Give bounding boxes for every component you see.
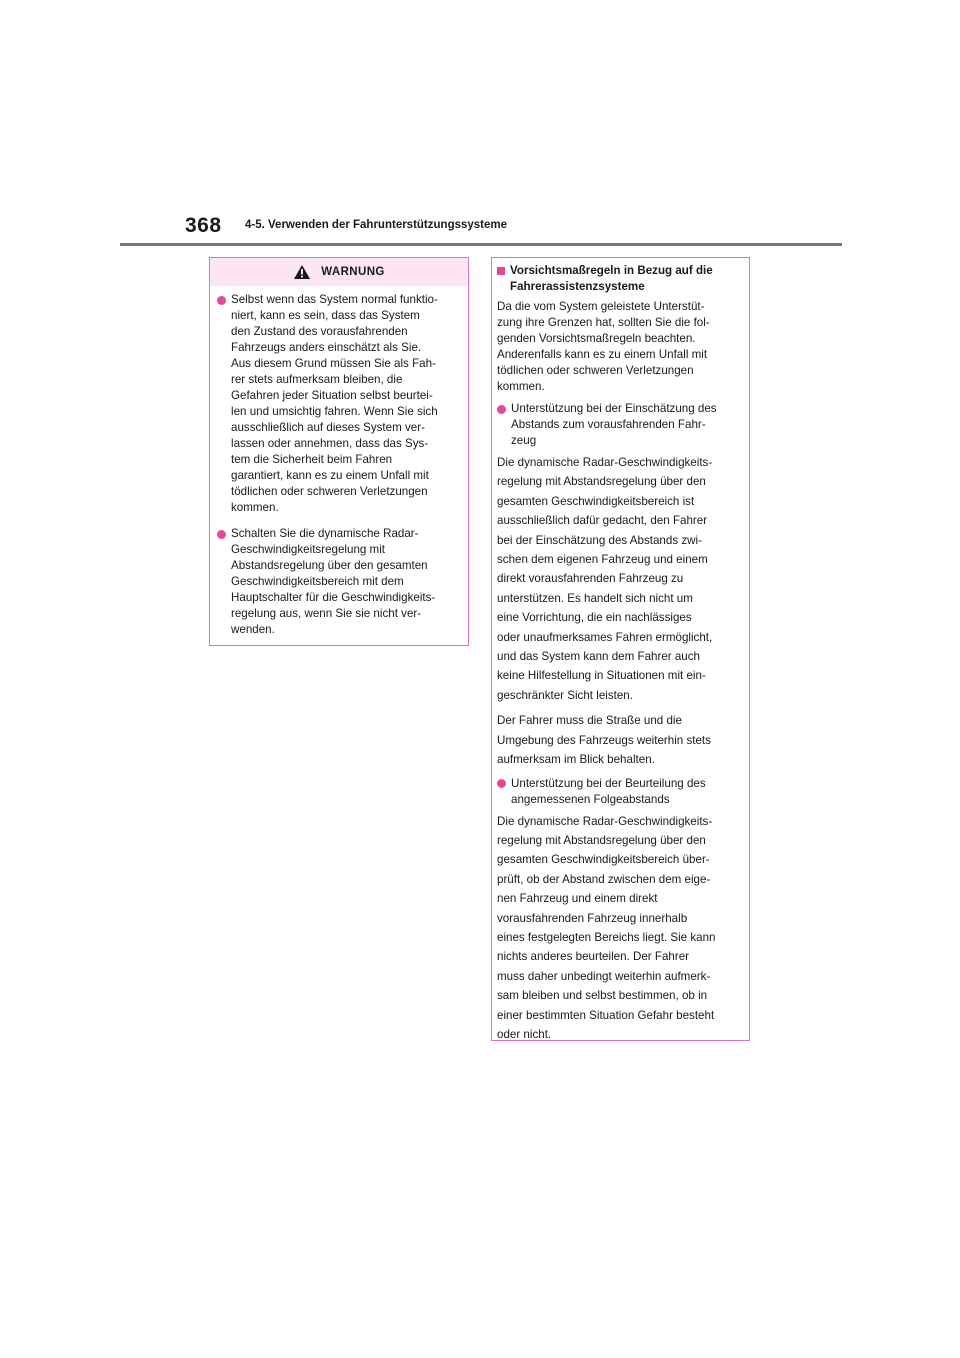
info-bullet-text: Unterstützung bei der Beurteilung des angemessenen Folgeabstands (511, 776, 706, 806)
warning-triangle-icon (293, 264, 311, 280)
warning-body (210, 286, 468, 638)
warning-item (217, 292, 458, 516)
warning-item-text: Schalten Sie die dynamische Radar- Geschwindigkeitsregelung mit Abstandsregelung über den gesamten Geschwindigkeitsbereich mit dem Hauptschalter für die Geschwindigkeits- regelung aus, wenn Sie sie nicht ver- wenden. (231, 527, 436, 636)
bullet-dot-icon (217, 530, 226, 539)
info-paragraph: Die dynamische Radar-Geschwindigkeits- regelung mit Abstandsregelung über den gesamten Geschwindigkeitsbereich ist ausschließlich dafür gedacht, den Fahrer bei der Einschätzung des Abstands zwi- schen dem eigenen Fahrzeug und einem direkt vorausfahrenden Fahrzeug zu unterstützen. Es handelt sich nicht um eine Vorrichtung, die ein nachlässiges oder unaufmerksames Fahren ermöglicht, und das System kann dem Fahrer auch keine Hilfestellung in Situationen mit ein- geschränkter Sicht leisten. (497, 456, 713, 702)
bullet-dot-icon (497, 405, 506, 414)
info-paragraph: Die dynamische Radar-Geschwindigkeits- regelung mit Abstandsregelung über den gesamten Geschwindigkeitsbereich über- prüft, ob der Abstand zwischen dem eige- nen Fahrzeug und einem direkt vorausfahrenden Fahrzeug innerhalb eines festgelegten Bereichs liegt. Sie kann nichts anderes beurteilen. Der Fahrer muss daher unbedingt weiterhin aufmerk- sam bleiben und selbst bestimmen, ob in einer bestimmten Situation Gefahr besteht oder nicht. (497, 814, 716, 1041)
info-intro: Da die vom System geleistete Unterstüt- zung ihre Grenzen hat, sollten Sie die fol- genden Vorsichtsmaßregeln beachten. Anderenfalls kann es zu einem Unfall mit tödlichen oder schweren Verletzungen kommen. (497, 300, 710, 393)
info-bullet (497, 776, 741, 808)
info-box (491, 257, 750, 1041)
bullet-dot-icon (217, 296, 226, 305)
bullet-dot-icon (497, 779, 506, 788)
section-title: 4-5. Verwenden der Fahrunterstützungssysteme (245, 219, 508, 231)
info-bullet (497, 401, 741, 449)
info-heading (497, 263, 741, 295)
warning-item-text: Selbst wenn das System normal funktio- niert, kann es sein, dass das System den Zustand des vorausfahrenden Fahrzeugs anders einschätzt als Sie. Aus diesem Grund müssen Sie als Fah- rer stets aufmerksam bleiben, die Gefahren jeder Situation selbst beurtei- len und umsichtig fahren. Wenn Sie sich ausschließlich auf dieses System ver- lassen oder annehmen, dass das Sys- tem die Sicherheit beim Fahren garantiert, kann es zu einem Unfall mit tödlichen oder schweren Verletzungen kommen. (231, 293, 438, 514)
info-paragraph: Der Fahrer muss die Straße und die Umgebung des Fahrzeugs weiterhin stets aufmerksam im Blick behalten. (497, 714, 711, 767)
header-divider (120, 243, 842, 246)
info-bullet-text: Unterstützung bei der Einschätzung des Abstands zum vorausfahrenden Fahr- zeug (511, 402, 717, 447)
page-number: 368 (185, 214, 222, 237)
warning-title: WARNUNG (321, 266, 385, 278)
warning-box (209, 257, 469, 646)
info-heading-text: Vorsichtsmaßregeln in Bezug auf die Fahrerassistenzsysteme (510, 264, 713, 293)
warning-item (217, 526, 458, 638)
heading-square-icon (497, 267, 505, 275)
warning-header (210, 258, 468, 286)
